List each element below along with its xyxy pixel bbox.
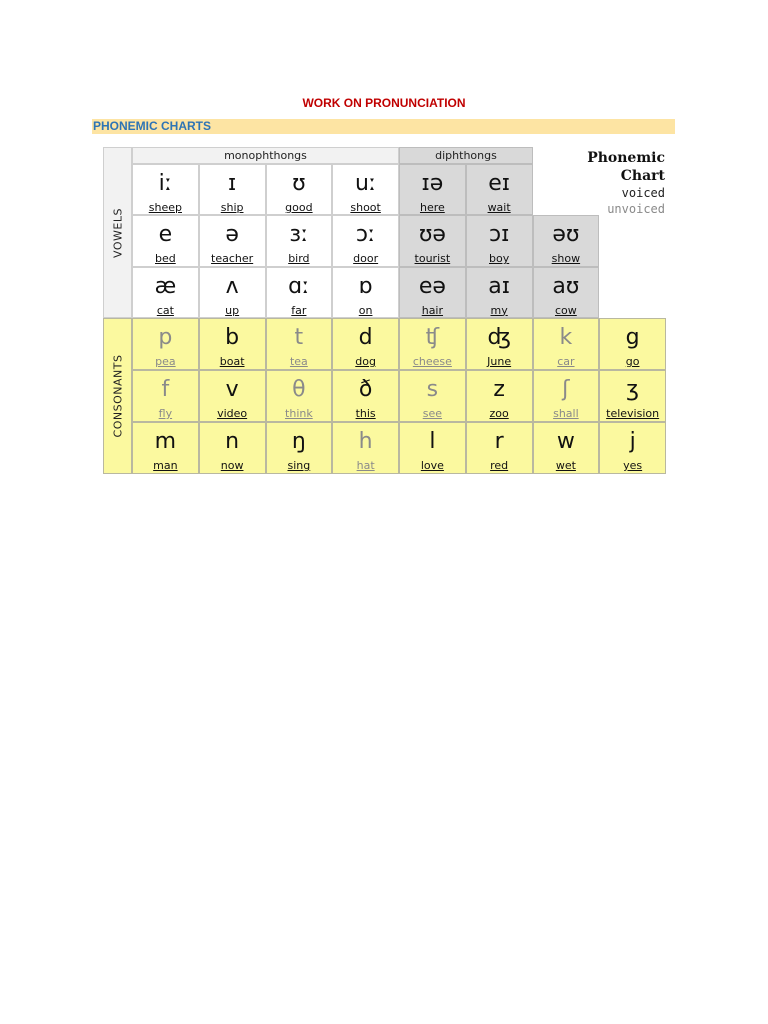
phoneme-cell: [533, 267, 600, 318]
legend-voiced: voiced: [621, 186, 665, 200]
phoneme-symbol: r: [494, 429, 504, 454]
phoneme-symbol: ɔɪ: [488, 222, 510, 248]
example-word: up: [225, 303, 240, 317]
example-word: boy: [489, 252, 510, 266]
phoneme-symbol: ɪə: [421, 171, 444, 196]
phoneme-cell: [199, 370, 266, 422]
phoneme-symbol: ɑː: [288, 273, 310, 299]
example-word: bed: [155, 252, 176, 266]
phoneme-cell: [466, 164, 533, 215]
example-word: cat: [156, 303, 174, 317]
example-word: June: [487, 355, 512, 368]
example-word: cow: [554, 303, 577, 317]
phoneme-symbol: w: [556, 429, 575, 454]
example-word: wait: [487, 201, 511, 214]
phoneme-symbol: t: [294, 325, 304, 350]
phoneme-symbol: ɜː: [289, 222, 309, 248]
phoneme-cell: [599, 422, 666, 474]
phoneme-cell: [132, 422, 199, 474]
example-word: my: [490, 303, 508, 317]
example-word: tea: [289, 355, 308, 368]
phoneme-symbol: ʊ: [292, 171, 306, 196]
phoneme-symbol: ʃ: [562, 377, 570, 402]
example-word: teacher: [211, 252, 254, 266]
phoneme-cell: [533, 422, 600, 474]
phoneme-cell: [132, 164, 199, 215]
example-word: now: [220, 459, 244, 472]
phoneme-symbol: uː: [354, 171, 377, 196]
phoneme-symbol: d: [358, 325, 373, 350]
phoneme-symbol: ʌ: [225, 273, 239, 299]
phoneme-symbol: e: [158, 222, 173, 248]
phoneme-cell: [332, 267, 399, 318]
legend-title-line1: Phonemic: [587, 150, 665, 166]
phoneme-symbol: n: [225, 429, 240, 454]
phoneme-cell: [132, 215, 199, 266]
monophthongs-header: monophthongs: [132, 147, 399, 164]
phoneme-symbol: z: [493, 377, 505, 402]
phoneme-cell: [199, 318, 266, 370]
phoneme-cell: [266, 215, 333, 266]
example-word: hat: [356, 459, 375, 472]
phoneme-symbol: g: [625, 325, 640, 350]
phoneme-cell: [332, 164, 399, 215]
phoneme-cell: [399, 318, 466, 370]
phoneme-symbol: k: [559, 325, 573, 350]
phoneme-symbol: v: [225, 377, 239, 402]
example-word: think: [285, 407, 313, 420]
phoneme-symbol: j: [629, 429, 636, 454]
phoneme-cell: [399, 215, 466, 266]
phoneme-cell: [533, 215, 600, 266]
legend-unvoiced: unvoiced: [607, 202, 665, 216]
example-word: fly: [158, 407, 173, 420]
phoneme-symbol: h: [358, 429, 373, 454]
phoneme-symbol: ɔː: [355, 222, 376, 248]
example-word: show: [551, 252, 581, 266]
example-word: good: [285, 201, 313, 214]
phoneme-cell: [132, 370, 199, 422]
example-word: boat: [219, 355, 245, 368]
phoneme-cell: [132, 267, 199, 318]
example-word: far: [291, 303, 307, 317]
phoneme-symbol: ŋ: [291, 429, 306, 454]
phoneme-cell: [266, 318, 333, 370]
phoneme-symbol: ɪ: [228, 171, 237, 196]
phoneme-cell: [266, 370, 333, 422]
phoneme-cell: [466, 267, 533, 318]
consonants-side-label: [103, 318, 132, 474]
phoneme-symbol: ʤ: [487, 325, 511, 350]
example-word: dog: [355, 355, 376, 368]
example-word: pea: [155, 355, 176, 368]
phoneme-cell: [399, 164, 466, 215]
consonants-label: CONSONANTS: [111, 354, 124, 438]
example-word: sing: [287, 459, 311, 472]
phoneme-symbol: f: [161, 377, 170, 402]
example-word: man: [153, 459, 178, 472]
phoneme-symbol: əʊ: [552, 222, 580, 248]
example-word: on: [358, 303, 373, 317]
example-word: shall: [553, 407, 579, 420]
phoneme-symbol: iː: [158, 171, 173, 196]
phoneme-cell: [466, 422, 533, 474]
phoneme-cell: [199, 215, 266, 266]
phoneme-cell: [199, 422, 266, 474]
phoneme-cell: [533, 370, 600, 422]
example-word: bird: [288, 252, 310, 266]
phoneme-cell: [466, 318, 533, 370]
phoneme-symbol: θ: [292, 377, 306, 402]
phoneme-cell: [332, 318, 399, 370]
example-word: hair: [421, 303, 444, 317]
example-word: this: [355, 407, 376, 420]
phoneme-cell: [266, 164, 333, 215]
example-word: shoot: [350, 201, 381, 214]
example-word: go: [625, 355, 640, 368]
example-word: television: [606, 407, 660, 420]
phoneme-symbol: p: [158, 325, 173, 350]
phoneme-cell: [599, 318, 666, 370]
phoneme-symbol: eɪ: [488, 171, 510, 196]
phoneme-cell: [332, 422, 399, 474]
phoneme-cell: [599, 370, 666, 422]
example-word: sheep: [148, 201, 182, 214]
phoneme-cell: [332, 215, 399, 266]
phoneme-symbol: ʧ: [425, 325, 440, 350]
phoneme-symbol: m: [154, 429, 177, 454]
example-word: here: [419, 201, 445, 214]
document-title: WORK ON PRONUNCIATION: [302, 96, 466, 110]
phoneme-cell: [332, 370, 399, 422]
phoneme-symbol: l: [429, 429, 436, 454]
example-word: video: [217, 407, 248, 420]
phoneme-symbol: aʊ: [552, 273, 580, 299]
phoneme-symbol: aɪ: [488, 273, 510, 299]
phoneme-cell: [199, 267, 266, 318]
phoneme-cell: [466, 370, 533, 422]
phoneme-cell: [533, 318, 600, 370]
phoneme-symbol: eə: [418, 273, 446, 299]
example-word: wet: [555, 459, 576, 472]
phoneme-cell: [266, 422, 333, 474]
section-heading: PHONEMIC CHARTS: [92, 119, 675, 134]
diphthongs-header: diphthongs: [399, 147, 533, 164]
example-word: door: [353, 252, 379, 266]
legend-title-line2: Chart: [620, 168, 665, 184]
phoneme-cell: [266, 267, 333, 318]
example-word: car: [557, 355, 575, 368]
example-word: red: [490, 459, 509, 472]
vowels-side-label: [103, 147, 132, 318]
phoneme-symbol: ɒ: [358, 273, 373, 299]
phoneme-symbol: s: [426, 377, 439, 402]
phoneme-symbol: ə: [225, 222, 239, 248]
phoneme-cell: [399, 370, 466, 422]
phoneme-symbol: æ: [154, 273, 177, 299]
phoneme-cell: [132, 318, 199, 370]
vowels-label: VOWELS: [111, 207, 124, 258]
phoneme-symbol: ð: [358, 377, 373, 402]
phoneme-cell: [399, 422, 466, 474]
phoneme-symbol: b: [225, 325, 240, 350]
example-word: tourist: [414, 252, 451, 266]
phoneme-cell: [466, 215, 533, 266]
phoneme-symbol: ʊə: [418, 222, 446, 248]
phoneme-symbol: ʒ: [626, 377, 639, 402]
example-word: love: [420, 459, 444, 472]
example-word: see: [422, 407, 443, 420]
example-word: cheese: [412, 355, 452, 368]
phoneme-cell: [399, 267, 466, 318]
example-word: ship: [220, 201, 244, 214]
example-word: yes: [623, 459, 643, 472]
phonemic-chart: [103, 147, 667, 474]
example-word: zoo: [489, 407, 509, 420]
phoneme-cell: [199, 164, 266, 215]
